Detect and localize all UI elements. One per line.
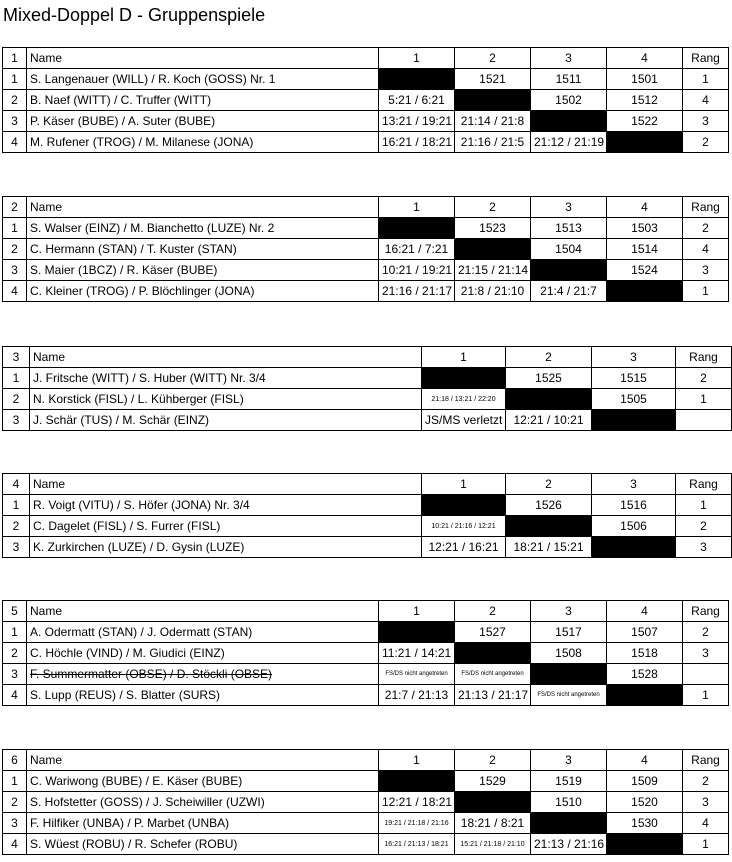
table-header-row [3, 474, 732, 495]
table-row [3, 90, 729, 111]
table-row [3, 685, 729, 706]
rang-cell: 3 [683, 643, 729, 664]
group-number: 3 [3, 347, 30, 368]
match-cell: 1509 [607, 771, 683, 792]
group-table-2 [2, 196, 729, 302]
table-row [3, 537, 732, 558]
team-name: S. Maier (1BCZ) / R. Käser (BUBE) [27, 260, 379, 281]
self-match-cell [455, 90, 531, 111]
column-header-opponent: 1 [422, 347, 506, 368]
match-cell: 18:21 / 15:21 [506, 537, 592, 558]
match-cell: 1518 [607, 643, 683, 664]
self-match-cell [455, 792, 531, 813]
team-name: S. Langenauer (WILL) / R. Koch (GOSS) Nr. 1 [27, 69, 379, 90]
match-cell: 1526 [506, 495, 592, 516]
group-table-3 [2, 346, 732, 431]
self-match-cell [531, 813, 607, 834]
team-name: P. Käser (BUBE) / A. Suter (BUBE) [27, 111, 379, 132]
match-cell: 1519 [531, 771, 607, 792]
team-name: C. Wariwong (BUBE) / E. Käser (BUBE) [27, 771, 379, 792]
match-cell: FS/DS nicht angetreten [531, 685, 607, 706]
column-header-name: Name [27, 750, 379, 771]
match-cell: 12:21 / 16:21 [422, 537, 506, 558]
match-cell: 1523 [455, 218, 531, 239]
row-index: 4 [3, 685, 27, 706]
match-cell: 11:21 / 14:21 [379, 643, 455, 664]
table-row [3, 111, 729, 132]
rang-cell [676, 410, 732, 431]
row-index: 4 [3, 132, 27, 153]
team-name: K. Zurkirchen (LUZE) / D. Gysin (LUZE) [30, 537, 422, 558]
team-name: S. Lupp (REUS) / S. Blatter (SURS) [27, 685, 379, 706]
self-match-cell [607, 132, 683, 153]
self-match-cell [379, 218, 455, 239]
match-cell: 1525 [506, 368, 592, 389]
rang-cell: 1 [683, 281, 729, 302]
match-cell: FS/DS nicht angetreten [379, 664, 455, 685]
table-row [3, 132, 729, 153]
row-index: 3 [3, 664, 27, 685]
column-header-rang: Rang [683, 750, 729, 771]
table-row [3, 239, 729, 260]
table-row [3, 218, 729, 239]
match-cell: 1517 [531, 622, 607, 643]
column-header-opponent: 3 [531, 197, 607, 218]
rang-cell: 3 [676, 537, 732, 558]
match-cell: 1524 [607, 260, 683, 281]
rang-cell: 3 [683, 260, 729, 281]
self-match-cell [506, 389, 592, 410]
row-index: 3 [3, 260, 27, 281]
column-header-opponent: 2 [455, 750, 531, 771]
column-header-name: Name [27, 48, 379, 69]
self-match-cell [455, 239, 531, 260]
match-cell: 1502 [531, 90, 607, 111]
rang-cell: 1 [676, 389, 732, 410]
column-header-opponent: 1 [379, 750, 455, 771]
team-name: J. Schär (TUS) / M. Schär (EINZ) [30, 410, 422, 431]
rang-cell [683, 664, 729, 685]
match-cell: 10:21 / 19:21 [379, 260, 455, 281]
row-index: 4 [3, 834, 27, 855]
team-name: C. Dagelet (FISL) / S. Furrer (FISL) [30, 516, 422, 537]
rang-cell: 1 [683, 69, 729, 90]
row-index: 1 [3, 771, 27, 792]
rang-cell: 2 [683, 132, 729, 153]
column-header-opponent: 4 [607, 601, 683, 622]
column-header-opponent: 4 [607, 197, 683, 218]
table-row [3, 643, 729, 664]
group-number: 4 [3, 474, 30, 495]
self-match-cell [607, 685, 683, 706]
row-index: 1 [3, 218, 27, 239]
row-index: 2 [3, 792, 27, 813]
match-cell: 1504 [531, 239, 607, 260]
match-cell: 21:7 / 21:13 [379, 685, 455, 706]
row-index: 2 [3, 643, 27, 664]
match-cell: 21:16 / 21:5 [455, 132, 531, 153]
column-header-opponent: 4 [607, 750, 683, 771]
self-match-cell [455, 643, 531, 664]
match-cell: 21:4 / 21:7 [531, 281, 607, 302]
table-row [3, 260, 729, 281]
match-cell: 21:14 / 21:8 [455, 111, 531, 132]
column-header-opponent: 1 [422, 474, 506, 495]
self-match-cell [422, 368, 506, 389]
table-header-row [3, 347, 732, 368]
rang-cell: 1 [683, 834, 729, 855]
table-row [3, 622, 729, 643]
table-row [3, 516, 732, 537]
group-number: 5 [3, 601, 27, 622]
team-name: F. Hilfiker (UNBA) / P. Marbet (UNBA) [27, 813, 379, 834]
rang-cell: 2 [676, 368, 732, 389]
team-name: S. Walser (EINZ) / M. Bianchetto (LUZE) Nr. 2 [27, 218, 379, 239]
match-cell: 1527 [455, 622, 531, 643]
match-cell: 18:21 / 8:21 [455, 813, 531, 834]
rang-cell: 2 [683, 218, 729, 239]
group-table-5 [2, 600, 729, 706]
self-match-cell [531, 111, 607, 132]
rang-cell: 2 [683, 622, 729, 643]
match-cell: 1507 [607, 622, 683, 643]
rang-cell: 1 [676, 495, 732, 516]
rang-cell: 3 [683, 111, 729, 132]
match-cell: 21:15 / 21:14 [455, 260, 531, 281]
match-cell: 16:21 / 7:21 [379, 239, 455, 260]
match-cell: 1503 [607, 218, 683, 239]
team-name: S. Wüest (ROBU) / R. Schefer (ROBU) [27, 834, 379, 855]
row-index: 2 [3, 239, 27, 260]
rang-cell: 4 [683, 90, 729, 111]
column-header-rang: Rang [676, 347, 732, 368]
row-index: 3 [3, 111, 27, 132]
rang-cell: 1 [683, 685, 729, 706]
self-match-cell [506, 516, 592, 537]
team-name: B. Naef (WITT) / C. Truffer (WITT) [27, 90, 379, 111]
match-cell: FS/DS nicht angetreten [455, 664, 531, 685]
row-index: 3 [3, 813, 27, 834]
column-header-opponent: 3 [592, 474, 676, 495]
table-row [3, 834, 729, 855]
match-cell: 1529 [455, 771, 531, 792]
rang-cell: 4 [683, 813, 729, 834]
rang-cell: 3 [683, 792, 729, 813]
match-cell: 1505 [592, 389, 676, 410]
match-cell: 1508 [531, 643, 607, 664]
match-cell: 1506 [592, 516, 676, 537]
team-name: R. Voigt (VITU) / S. Höfer (JONA) Nr. 3/4 [30, 495, 422, 516]
row-index: 2 [3, 389, 30, 410]
column-header-rang: Rang [683, 197, 729, 218]
match-cell: 1512 [607, 90, 683, 111]
match-cell: 12:21 / 18:21 [379, 792, 455, 813]
column-header-opponent: 2 [455, 601, 531, 622]
match-cell: 1520 [607, 792, 683, 813]
match-cell: 13:21 / 19:21 [379, 111, 455, 132]
match-cell: 5:21 / 6:21 [379, 90, 455, 111]
row-index: 4 [3, 281, 27, 302]
column-header-opponent: 4 [607, 48, 683, 69]
match-cell: 21:13 / 21:17 [455, 685, 531, 706]
row-index: 3 [3, 537, 30, 558]
match-cell: 1515 [592, 368, 676, 389]
column-header-opponent: 3 [531, 750, 607, 771]
table-header-row [3, 197, 729, 218]
self-match-cell [379, 622, 455, 643]
match-cell: 21:12 / 21:19 [531, 132, 607, 153]
column-header-rang: Rang [683, 48, 729, 69]
match-cell: 1510 [531, 792, 607, 813]
match-cell: 15:21 / 21:18 / 21:10 [455, 834, 531, 855]
group-table-6 [2, 749, 729, 855]
team-name: C. Kleiner (TROG) / P. Blöchlinger (JONA) [27, 281, 379, 302]
table-header-row [3, 601, 729, 622]
match-cell: 21:16 / 21:17 [379, 281, 455, 302]
column-header-opponent: 1 [379, 48, 455, 69]
table-header-row [3, 48, 729, 69]
match-cell: JS/MS verletzt [422, 410, 506, 431]
match-cell: 16:21 / 18:21 [379, 132, 455, 153]
match-cell: 1516 [592, 495, 676, 516]
column-header-opponent: 2 [506, 474, 592, 495]
table-row [3, 410, 732, 431]
group-number: 1 [3, 48, 27, 69]
column-header-opponent: 3 [531, 48, 607, 69]
table-row [3, 495, 732, 516]
column-header-name: Name [27, 601, 379, 622]
match-cell: 1514 [607, 239, 683, 260]
match-cell: 1522 [607, 111, 683, 132]
team-name: S. Hofstetter (GOSS) / J. Scheiwiller (UZWI) [27, 792, 379, 813]
self-match-cell [592, 537, 676, 558]
group-table-4 [2, 473, 732, 558]
column-header-opponent: 3 [592, 347, 676, 368]
table-header-row [3, 750, 729, 771]
column-header-name: Name [30, 474, 422, 495]
self-match-cell [592, 410, 676, 431]
match-cell: 12:21 / 10:21 [506, 410, 592, 431]
team-name: C. Hermann (STAN) / T. Kuster (STAN) [27, 239, 379, 260]
team-name: M. Rufener (TROG) / M. Milanese (JONA) [27, 132, 379, 153]
group-table-1 [2, 47, 729, 153]
rang-cell: 2 [683, 771, 729, 792]
row-index: 1 [3, 495, 30, 516]
match-cell: 1530 [607, 813, 683, 834]
match-cell: 1521 [455, 69, 531, 90]
match-cell: 1528 [607, 664, 683, 685]
table-row [3, 389, 732, 410]
match-cell: 21:13 / 21:16 [531, 834, 607, 855]
row-index: 1 [3, 368, 30, 389]
table-row [3, 813, 729, 834]
column-header-rang: Rang [676, 474, 732, 495]
match-cell: 21:8 / 21:10 [455, 281, 531, 302]
column-header-opponent: 1 [379, 197, 455, 218]
row-index: 1 [3, 69, 27, 90]
match-cell: 10:21 / 21:16 / 12:21 [422, 516, 506, 537]
row-index: 2 [3, 90, 27, 111]
match-cell: 19:21 / 21:18 / 21:16 [379, 813, 455, 834]
table-row [3, 792, 729, 813]
table-row [3, 771, 729, 792]
match-cell: 21:18 / 13:21 / 22:20 [422, 389, 506, 410]
team-name: F. Summermatter (OBSE) / D. Stöckli (OBSE) [27, 664, 379, 685]
group-number: 2 [3, 197, 27, 218]
row-index: 1 [3, 622, 27, 643]
self-match-cell [607, 281, 683, 302]
team-name: C. Höchle (VIND) / M. Giudici (EINZ) [27, 643, 379, 664]
row-index: 2 [3, 516, 30, 537]
row-index: 3 [3, 410, 30, 431]
table-row [3, 281, 729, 302]
column-header-opponent: 2 [455, 197, 531, 218]
table-row [3, 664, 729, 685]
column-header-opponent: 2 [506, 347, 592, 368]
table-row [3, 69, 729, 90]
match-cell: 1501 [607, 69, 683, 90]
team-name: J. Fritsche (WITT) / S. Huber (WITT) Nr. 3/4 [30, 368, 422, 389]
column-header-rang: Rang [683, 601, 729, 622]
rang-cell: 4 [683, 239, 729, 260]
self-match-cell [379, 771, 455, 792]
match-cell: 16:21 / 21:13 / 18:21 [379, 834, 455, 855]
column-header-name: Name [30, 347, 422, 368]
rang-cell: 2 [676, 516, 732, 537]
self-match-cell [531, 260, 607, 281]
team-name: A. Odermatt (STAN) / J. Odermatt (STAN) [27, 622, 379, 643]
self-match-cell [531, 664, 607, 685]
self-match-cell [422, 495, 506, 516]
self-match-cell [607, 834, 683, 855]
match-cell: 1511 [531, 69, 607, 90]
column-header-name: Name [27, 197, 379, 218]
self-match-cell [379, 69, 455, 90]
match-cell: 1513 [531, 218, 607, 239]
group-number: 6 [3, 750, 27, 771]
table-row [3, 368, 732, 389]
column-header-opponent: 3 [531, 601, 607, 622]
team-name: N. Korstick (FISL) / L. Kühberger (FISL) [30, 389, 422, 410]
column-header-opponent: 2 [455, 48, 531, 69]
page-title: Mixed-Doppel D - Gruppenspiele [3, 5, 266, 25]
column-header-opponent: 1 [379, 601, 455, 622]
